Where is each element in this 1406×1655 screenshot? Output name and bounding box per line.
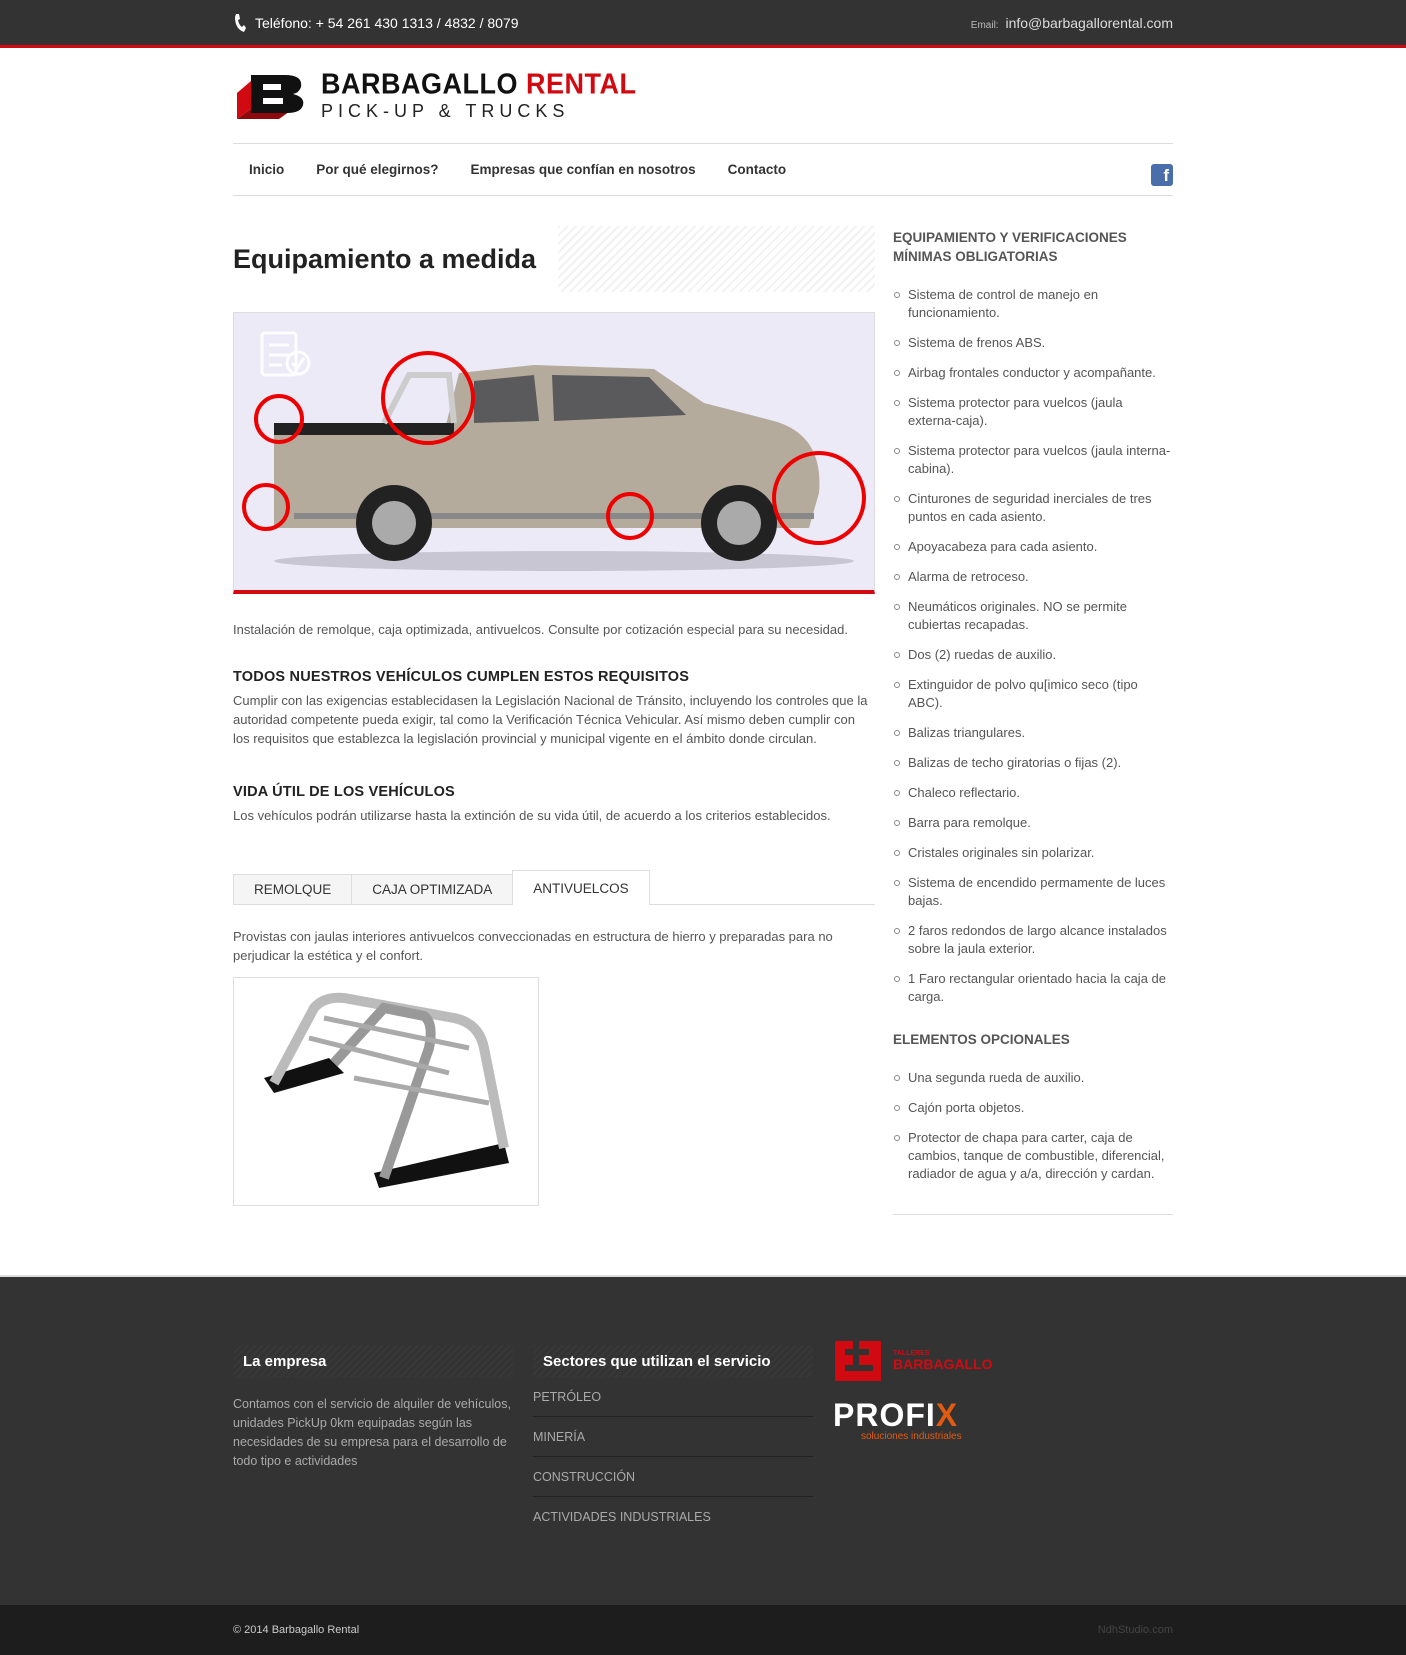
tab-remolque[interactable]: REMOLQUE [233, 874, 352, 904]
optional-heading: ELEMENTOS OPCIONALES [893, 1032, 1070, 1047]
logo-b-icon [233, 71, 309, 121]
sector-item[interactable]: PETRÓLEO [533, 1377, 813, 1417]
list-item: Extinguidor de polvo qu[imico seco (tipo ABC). [893, 676, 1173, 712]
email-prefix: Email: [970, 19, 999, 31]
sector-item[interactable]: MINERÍA [533, 1417, 813, 1457]
list-item: 1 Faro rectangular orientado hacia la caja de carga. [893, 970, 1173, 1006]
profix-logo[interactable] [833, 1399, 993, 1442]
email-link[interactable]: info@barbagallorental.com [1005, 14, 1173, 31]
logo-subtitle: PICK-UP & TRUCKS [321, 101, 570, 121]
page-title: Equipamiento a medida [233, 243, 537, 274]
sidebar-divider [893, 1207, 1173, 1215]
logo-title-black: BARBAGALLO [321, 68, 526, 100]
phone-info [233, 13, 519, 33]
main-content [233, 226, 875, 1215]
sector-item[interactable]: CONSTRUCCIÓN [533, 1457, 813, 1497]
footer [0, 1275, 1406, 1605]
footer-company-text: Contamos con el servicio de alquiler de vehículos, unidades PickUp 0km equipadas según las necesidades de su empresa para el desarrollo de todo tipo e actividades [233, 1397, 511, 1468]
logo-title [321, 70, 636, 98]
list-item: Barra para remolque. [893, 814, 1173, 832]
list-item: Chaleco reflectario. [893, 784, 1173, 802]
checklist-icon [262, 333, 309, 375]
facebook-icon[interactable]: f [1151, 164, 1173, 186]
lifetime-text: Los vehículos podrán utilizarse hasta la extinción de su vida útil, de acuerdo a los criterios establecidos. [233, 808, 831, 823]
optional-list [893, 1069, 1173, 1183]
tab-antivuelcos[interactable]: ANTIVUELCOS [512, 870, 649, 905]
list-item: Sistema de control de manejo en funcionamiento. [893, 286, 1173, 322]
list-item: Dos (2) ruedas de auxilio. [893, 646, 1173, 664]
list-item: Protector de chapa para carter, caja de cambios, tanque de combustible, diferencial, radiador de agua y a/a, dirección y cardan. [893, 1129, 1173, 1183]
list-item: Apoyacabeza para cada asiento. [893, 538, 1173, 556]
list-item: Neumáticos originales. NO se permite cubiertas recapadas. [893, 598, 1173, 634]
equipment-lead: Instalación de remolque, caja optimizada, antivuelcos. Consulte por cotización especial para su necesidad. [233, 622, 848, 637]
list-item: Sistema de encendido permamente de luces bajas. [893, 874, 1173, 910]
sidebar [893, 226, 1173, 1215]
bottom-bar [0, 1605, 1406, 1655]
main-nav [233, 144, 1173, 196]
nav-item-por-que[interactable]: Por qué elegirnos? [316, 162, 439, 177]
list-item: Cristales originales sin polarizar. [893, 844, 1173, 862]
email-info [971, 15, 1173, 31]
footer-company [233, 1345, 513, 1537]
phone-text: Teléfono: + 54 261 430 1313 / 4832 / 8079 [255, 14, 519, 31]
list-item: Balizas de techo giratorias o fijas (2). [893, 754, 1173, 772]
site-logo[interactable] [233, 68, 637, 121]
talleres-b-icon [833, 1337, 885, 1383]
phone-icon [233, 13, 247, 33]
footer-sectors [533, 1345, 813, 1537]
footer-company-heading: La empresa [233, 1345, 513, 1377]
list-item: Balizas triangulares. [893, 724, 1173, 742]
mandatory-list [893, 286, 1173, 1006]
talleres-small: TALLERES [893, 1349, 930, 1357]
requirements-heading: TODOS NUESTROS VEHÍCULOS CUMPLEN ESTOS REQUISITOS [233, 669, 690, 685]
nav-item-inicio[interactable]: Inicio [249, 162, 285, 177]
title-decoration [558, 226, 875, 292]
requirements-text: Cumplir con las exigencias establecidasen la Legislación Nacional de Tránsito, incluyendo los controles que la autoridad competente pueda exigir, tal como la Verificación Técnica Vehicular. Así mismo deben cumplir con los requisitos que establezca la legislación provincial y municipal vigente en el ámbito donde circulan. [233, 693, 868, 746]
top-bar [0, 0, 1406, 48]
mandatory-heading: EQUIPAMIENTO Y VERIFICACIONES MÍNIMAS OBLIGATORIAS [893, 230, 1127, 264]
list-item: Sistema protector para vuelcos (jaula interna-cabina). [893, 442, 1173, 478]
profix-name-a: PROFI [833, 1397, 936, 1433]
partner-logos [833, 1345, 993, 1537]
nav-item-contacto[interactable]: Contacto [727, 162, 787, 177]
logo-title-red: RENTAL [525, 68, 637, 100]
list-item: 2 faros redondos de largo alcance instalados sobre la jaula exterior. [893, 922, 1173, 958]
rollbar-image [233, 977, 539, 1206]
footer-sectors-heading: Sectores que utilizan el servicio [533, 1345, 813, 1377]
tab-caja-optimizada[interactable]: CAJA OPTIMIZADA [351, 874, 513, 904]
talleres-name: BARBAGALLO [893, 1355, 993, 1372]
profix-tagline: soluciones industriales [861, 1431, 962, 1442]
list-item: Cinturones de seguridad inerciales de tres puntos en cada asiento. [893, 490, 1173, 526]
talleres-logo[interactable] [833, 1337, 993, 1383]
list-item: Cajón porta objetos. [893, 1099, 1173, 1117]
list-item: Airbag frontales conductor y acompañante. [893, 364, 1173, 382]
copyright: © 2014 Barbagallo Rental [233, 1624, 360, 1636]
tab-panel-text: Provistas con jaulas interiores antivuelcos conveccionadas en estructura de hierro y preparadas para no perjudicar la estética y el confort. [233, 929, 833, 963]
header [233, 48, 1173, 144]
sector-item[interactable]: ACTIVIDADES INDUSTRIALES [533, 1510, 711, 1524]
nav-item-empresas[interactable]: Empresas que confían en nosotros [470, 162, 696, 177]
list-item: Una segunda rueda de auxilio. [893, 1069, 1173, 1087]
credit-link[interactable]: NdhStudio.com [1097, 1624, 1173, 1636]
lifetime-heading: VIDA ÚTIL DE LOS VEHÍCULOS [233, 784, 455, 800]
list-item: Sistema protector para vuelcos (jaula externa-caja). [893, 394, 1173, 430]
list-item: Sistema de frenos ABS. [893, 334, 1173, 352]
equipment-tabs [233, 871, 875, 905]
profix-name-b: X [935, 1397, 959, 1433]
hero-truck-image [233, 312, 875, 594]
list-item: Alarma de retroceso. [893, 568, 1173, 586]
